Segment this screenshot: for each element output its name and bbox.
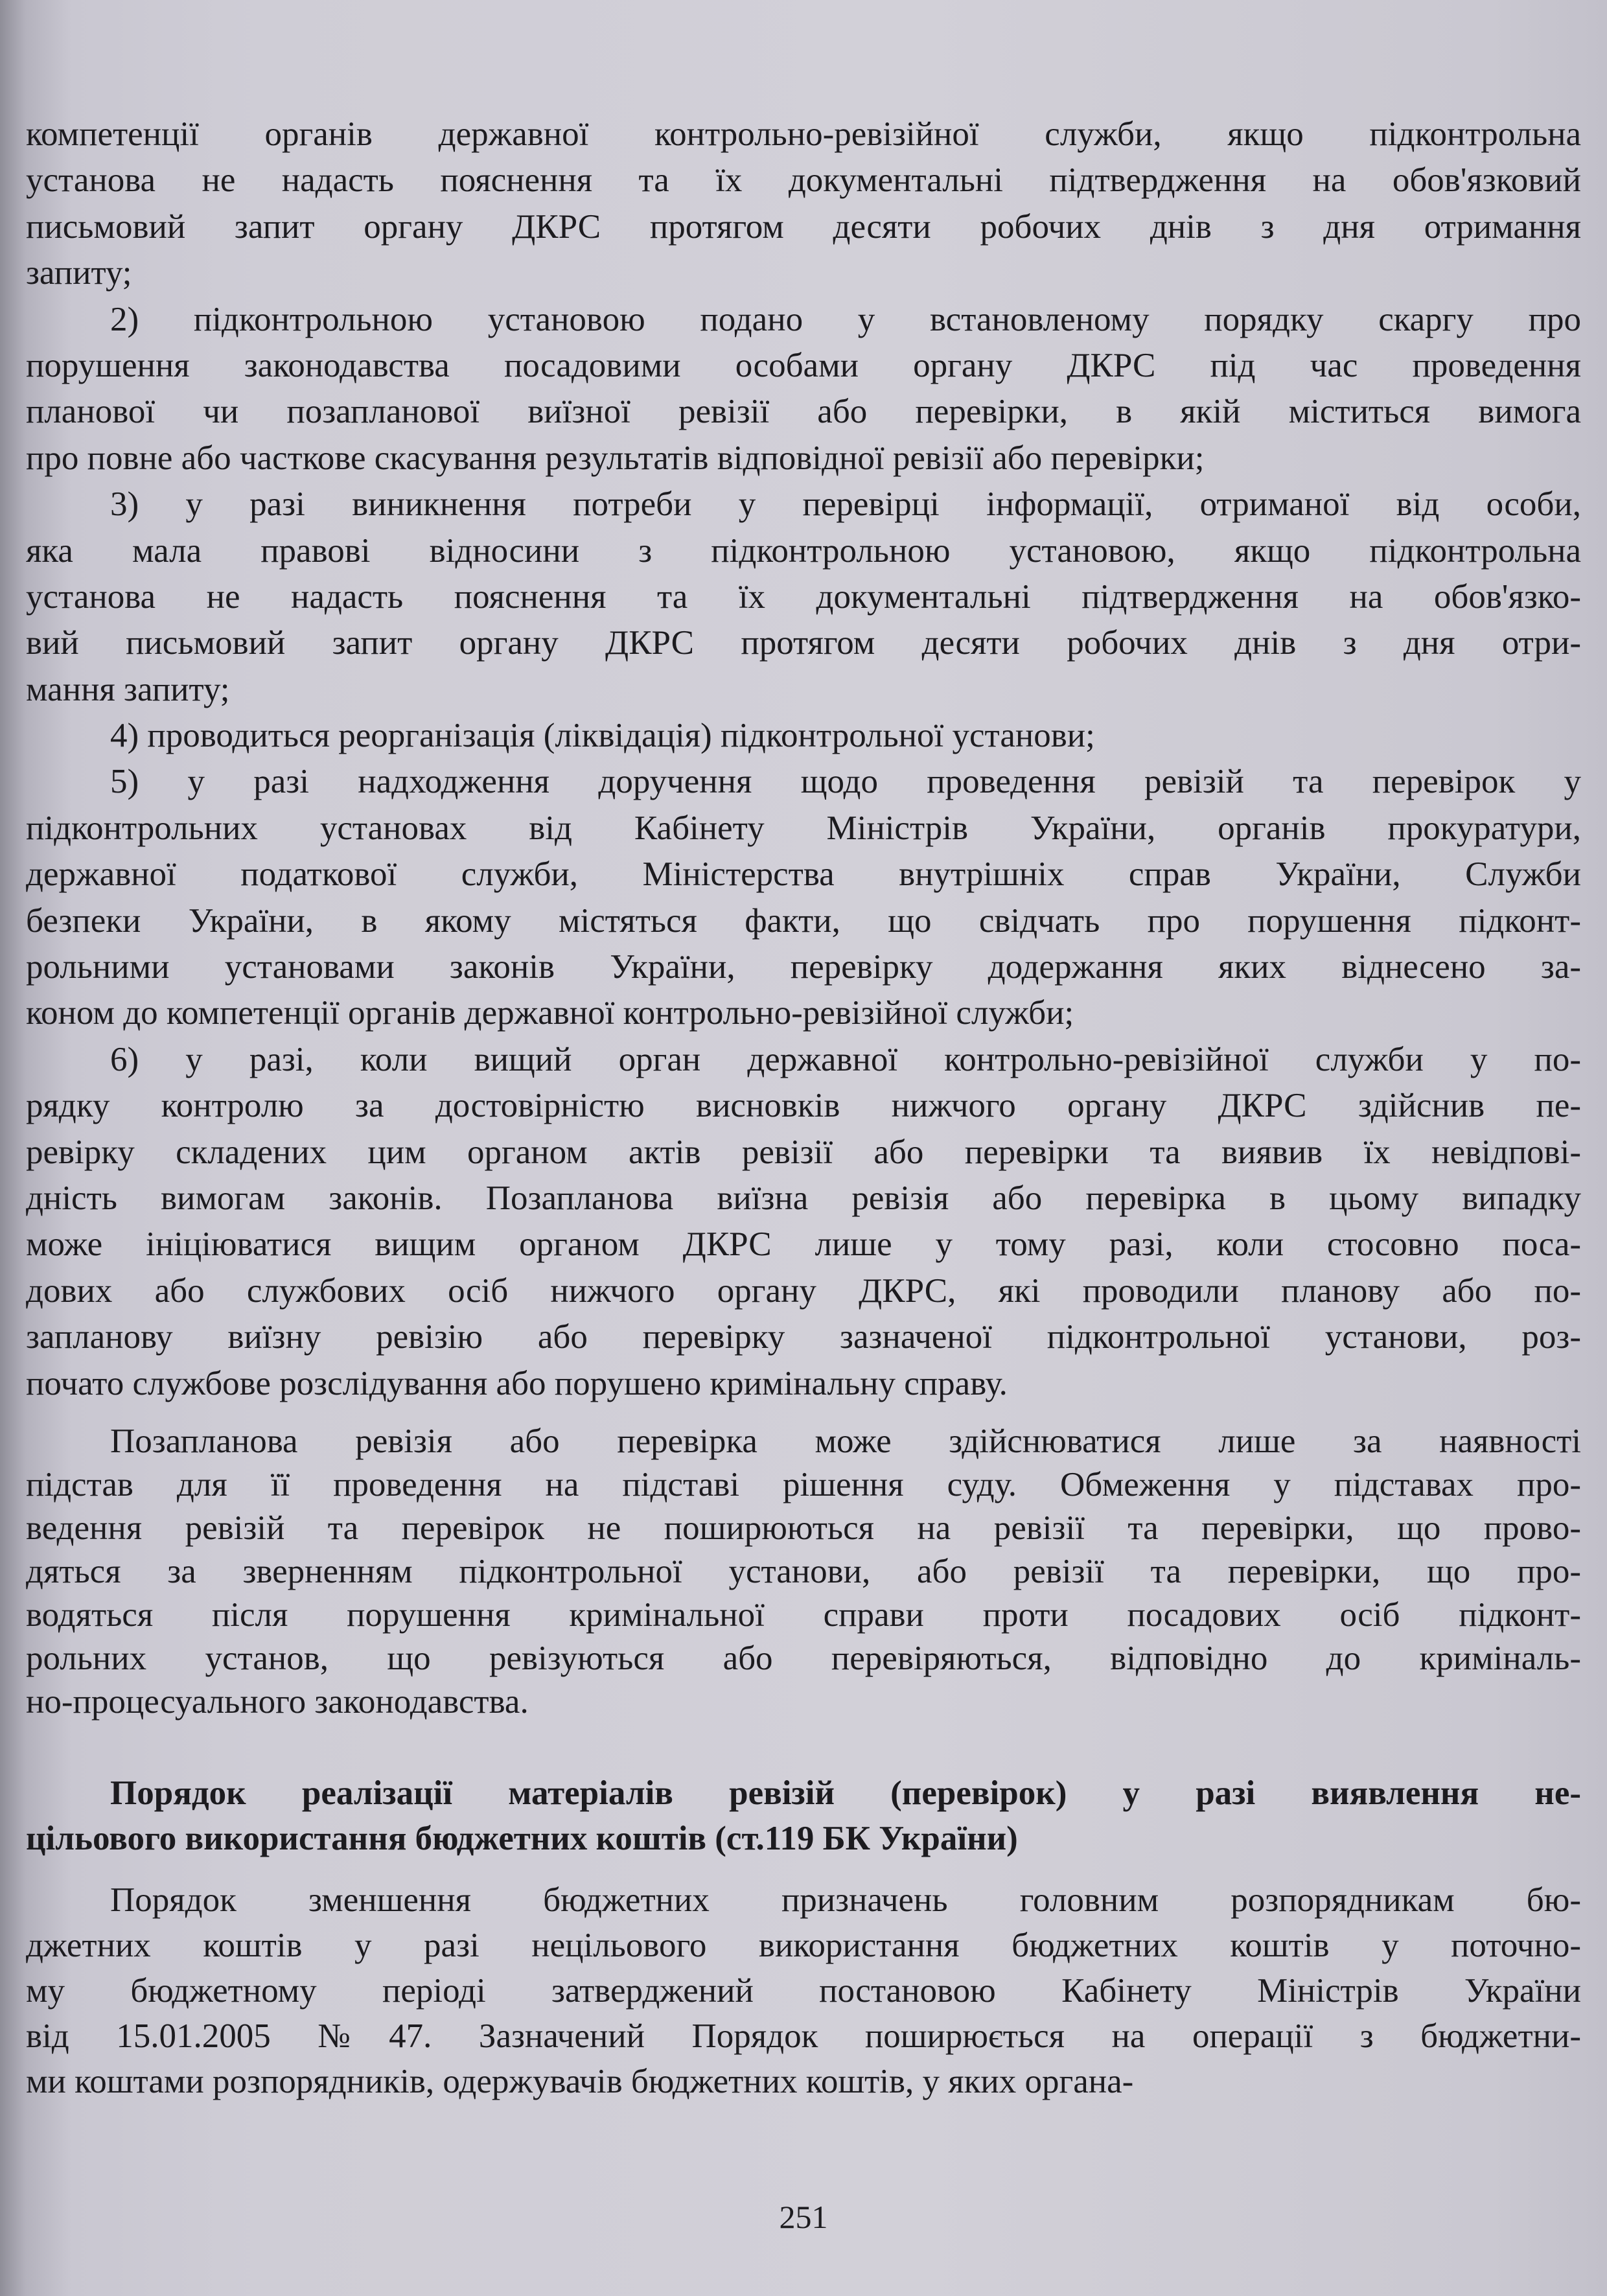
text-line: від 15.01.2005 №47. Зазначений Порядок поширюється на операції з бюджетни- <box>26 2017 1581 2055</box>
text-line: ведення ревізій та перевірок не поширюються на ревізії та перевірки, що прово- <box>26 1509 1581 1547</box>
text-line: ми коштами розпорядників, одержувачів бюджетних коштів, у яких органа- <box>26 2063 1134 2100</box>
text-line: водяться після порушення кримінальної справи проти посадових осіб підконт- <box>26 1596 1581 1634</box>
text-line: Порядок зменшення бюджетних призначень головним розпорядникам бю- <box>110 1881 1581 1919</box>
text-line: установа не надасть пояснення та їх документальні підтвердження на обов'язко- <box>26 577 1581 616</box>
paragraph <box>26 1877 1581 2104</box>
text-line: порушення законодавства посадовими особами органу ДКРС під час проведення <box>26 346 1581 384</box>
text-line: му бюджетному періоді затверджений постановою Кабінету Міністрів України <box>26 1972 1581 2010</box>
text-line: Позапланова ревізія або перевірка може здійснюватися лише за наявності <box>110 1422 1581 1460</box>
procedure-paragraph <box>26 1877 1581 2104</box>
text-line: дність вимогам законів. Позапланова виїзна ревізія або перевірка в цьому випадку <box>26 1179 1581 1217</box>
page-number: 251 <box>779 2199 828 2235</box>
text-line: може ініціюватися вищим органом ДКРС лише у тому разі, коли стосовно поса- <box>26 1225 1581 1264</box>
text-line: но-процесуального законодавства. <box>26 1683 529 1721</box>
text-line: цільового використання бюджетних коштів (ст.119 БК України) <box>26 1820 1018 1857</box>
text-line: запланову виїзну ревізію або перевірку зазначеної підконтрольної установи, роз- <box>26 1318 1581 1356</box>
body-text-section <box>26 111 1581 1407</box>
text-line: запиту; <box>26 254 132 292</box>
paragraph <box>26 297 1581 482</box>
text-line: почато службове розслідування або порушено кримінальну справу. <box>26 1364 1008 1402</box>
text-line: 6) у разі, коли вищий орган державної контрольно-ревізійної служби у по- <box>110 1040 1581 1078</box>
text-line: підстав для її проведення на підставі рішення суду. Обмеження у підставах про- <box>26 1466 1581 1503</box>
paragraph <box>26 1037 1581 1407</box>
text-line: державної податкової служби, Міністерства внутрішніх справ України, Служби <box>26 855 1581 894</box>
text-line: дових або службових осіб нижчого органу ДКРС, які проводили планову або по- <box>26 1271 1581 1310</box>
text-line: вий письмовий запит органу ДКРС протягом десяти робочих днів з дня отри- <box>26 624 1581 662</box>
paragraph <box>26 481 1581 713</box>
text-line: 5) у разі надходження доручення щодо проведення ревізій та перевірок у <box>110 763 1581 801</box>
text-line: яка мала правові відносини з підконтрольною установою, якщо підконтрольна <box>26 531 1581 570</box>
paragraph <box>26 1420 1581 1724</box>
text-line: підконтрольних установах від Кабінету Міністрів України, органів прокуратури, <box>26 809 1581 847</box>
text-line: Порядок реалізації матеріалів ревізій (перевірок) у разі виявлення не- <box>110 1774 1581 1812</box>
unscheduled-audit-paragraph <box>26 1420 1581 1724</box>
paragraph <box>26 713 1581 759</box>
paragraph <box>26 759 1581 1036</box>
section-heading <box>26 1770 1581 1861</box>
text-line: 2) підконтрольною установою подано у встановленому порядку скаргу про <box>110 300 1581 338</box>
text-line: установа не надасть пояснення та їх документальні підтвердження на обов'язковий <box>26 161 1581 200</box>
text-line: рольними установами законів України, перевірку додержання яких віднесено за- <box>26 948 1581 986</box>
text-line: компетенції органів державної контрольно-ревізійної служби, якщо підконтрольна <box>26 115 1581 153</box>
text-line: планової чи позапланової виїзної ревізії або перевірки, в якій міститься вимога <box>26 393 1581 431</box>
text-line: безпеки України, в якому містяться факти, що свідчать про порушення підконт- <box>26 901 1581 940</box>
text-line: 4) проводиться реорганізація (ліквідація) підконтрольної установи; <box>110 717 1095 755</box>
text-line: письмовий запит органу ДКРС протягом десяти робочих днів з дня отримання <box>26 207 1581 246</box>
paragraph <box>26 1770 1581 1861</box>
text-line: ревірку складених цим органом актів ревізії або перевірки та виявив їх невідпові- <box>26 1133 1581 1171</box>
text-line: про повне або часткове скасування результатів відповідної ревізії або перевірки; <box>26 439 1205 477</box>
text-line: рольних установ, що ревізуються або перевіряються, відповідно до криміналь- <box>26 1640 1581 1677</box>
text-line: коном до компетенції органів державної контрольно-ревізійної служби; <box>26 994 1074 1032</box>
paragraph <box>26 111 1581 297</box>
text-line: дяться за зверненням підконтрольної установи, або ревізії та перевірки, що про- <box>26 1553 1581 1590</box>
text-line: 3) у разі виникнення потреби у перевірці інформації, отриманої від особи, <box>110 485 1581 524</box>
text-line: мання запиту; <box>26 670 230 708</box>
text-line: джетних коштів у разі нецільового використання бюджетних коштів у поточно- <box>26 1927 1581 1964</box>
text-line: рядку контролю за достовірністю висновків нижчого органу ДКРС здійснив пе- <box>26 1087 1581 1125</box>
